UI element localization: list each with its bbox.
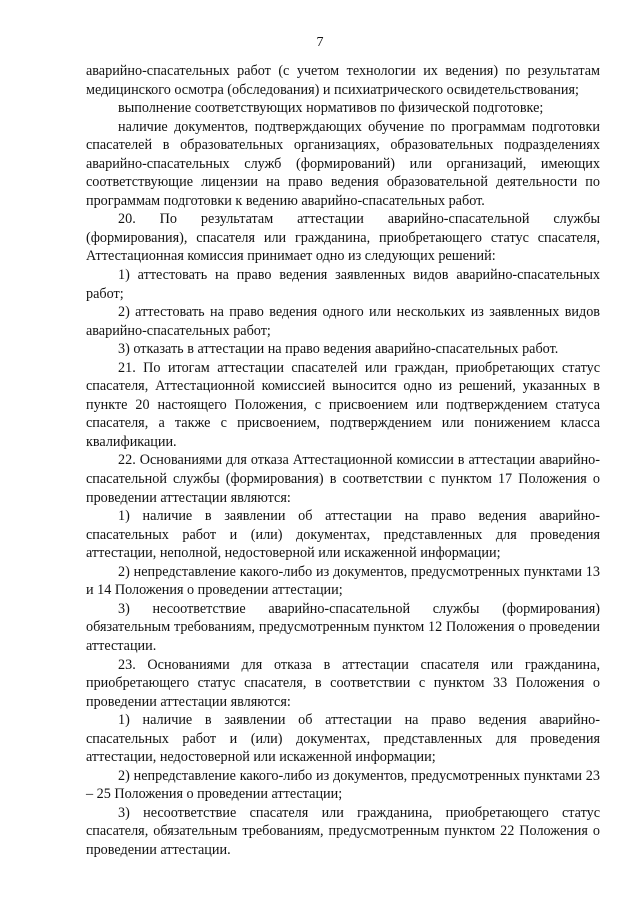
paragraph-continuation: аварийно-спасательных работ (с учетом технологии их ведения) по результатам медицинского осмотра (обследования) и психиатрического освидетельствования; — [86, 63, 600, 98]
paragraph: выполнение соответствующих нормативов по физической подготовке; — [118, 100, 544, 117]
list-item: 2) аттестовать на право ведения одного или нескольких из заявленных видов аварийно-спасательных работ; — [86, 304, 600, 339]
list-item: 2) непредставление какого-либо из документов, предусмотренных пунктами 13 и 14 Положения о проведении аттестации; — [86, 563, 600, 599]
page-number: 7 — [316, 35, 324, 50]
clause-21: 21. По итогам аттестации спасателей или граждан, приобретающих статус спасателя, Аттестационной комиссией выносится одно из решений, указанных в пункте 20 настоящего Положения, с присвоением или подтверждением статуса спасателя, а также с присвоением, подтверждением или понижением класса квалификации. — [86, 359, 600, 450]
clause-22: 22. Основаниями для отказа Аттестационной комиссии в аттестации аварийно-спасательной службы (формирования) в соответствии с пунктом 17 Положения о проведении аттестации являются: — [86, 452, 600, 506]
paragraph: наличие документов, подтверждающих обучение по программам подготовки спасателей в образовательных организациях, образовательных подразделениях аварийно-спасательных служб (формирований) или организаций, имеющих соответствующие лицензии на право ведения образовательной деятельности по программам подготовки к ведению аварийно-спасательных работ. — [86, 118, 600, 209]
list-item: 2) непредставление какого-либо из документов, предусмотренных пунктами 23 – 25 Положения о проведении аттестации; — [86, 767, 600, 803]
list-item: 3) отказать в аттестации на право ведения аварийно-спасательных работ. — [118, 341, 559, 358]
clause-23: 23. Основаниями для отказа в аттестации спасателя или гражданина, приобретающего статус спасателя, в соответствии с пунктом 33 Положения о проведении аттестации являются: — [86, 656, 600, 710]
list-item: 1) аттестовать на право ведения заявленных видов аварийно-спасательных работ; — [86, 267, 600, 302]
clause-20: 20. По результатам аттестации аварийно-спасательной службы (формирования), спасателя или гражданина, приобретающего статус спасателя, Аттестационная комиссия принимает одно из следующих решений: — [86, 211, 600, 265]
list-item: 1) наличие в заявлении об аттестации на право ведения аварийно-спасательных работ и (или) документах, представленных для проведения аттестации, неполной, недостоверной или искаженной информации; — [86, 508, 600, 562]
list-item: 1) наличие в заявлении об аттестации на право ведения аварийно-спасательных работ и (или) документах, представленных для проведения аттестации, недостоверной или искаженной информации; — [86, 712, 600, 766]
list-item: 3) несоответствие спасателя или гражданина, приобретающего статус спасателя, обязательным требованиям, предусмотренным пунктом 22 Положения о проведении аттестации. — [86, 804, 600, 858]
list-item: 3) несоответствие аварийно-спасательной службы (формирования) обязательным требованиям, предусмотренным пунктом 12 Положения о проведении аттестации. — [86, 600, 600, 654]
document-body — [86, 62, 600, 860]
